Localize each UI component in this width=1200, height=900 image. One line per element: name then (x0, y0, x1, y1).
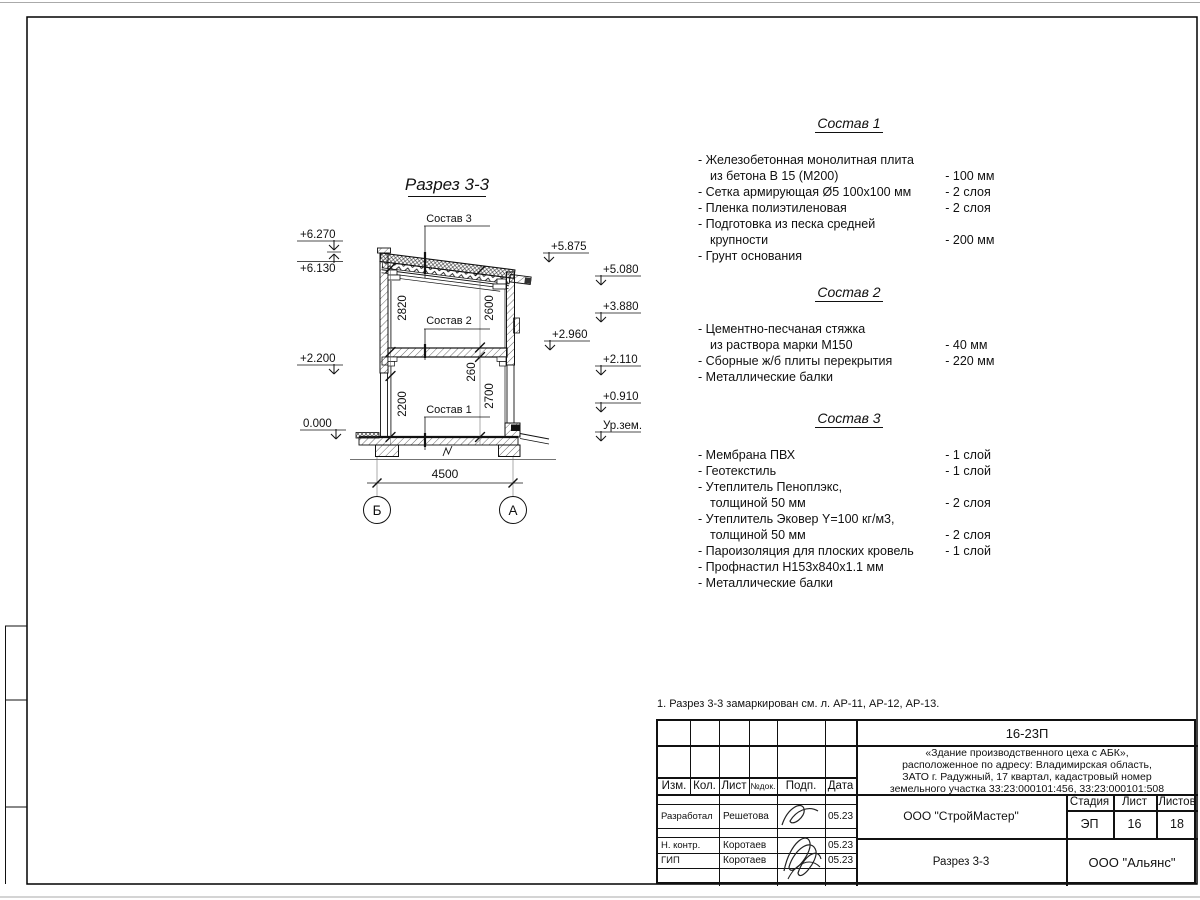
tb-role-developer: Разработал (661, 810, 713, 822)
tb-doc-number: 16-23П (1005, 725, 1049, 741)
dim-2820: 2820 (397, 295, 409, 321)
composition-line-value: - 2 слоя (945, 528, 991, 542)
title-block-line (658, 868, 856, 869)
tb-desc-line-2: расположенное по адресу: Владимирская область, (902, 759, 1152, 771)
tb-date-ncontrol: 05.23 (827, 839, 854, 851)
ground-slab (350, 433, 556, 460)
composition-line-text: - Подготовка из песка средней (698, 217, 876, 231)
composition-line (698, 353, 1000, 369)
composition-line (698, 369, 1000, 385)
elev-ground: Ур.зем. (603, 420, 643, 432)
composition-line-value (945, 216, 1000, 232)
composition-1-title (698, 115, 1000, 133)
composition-line-value (945, 559, 1000, 575)
composition-line (698, 527, 1000, 543)
composition-line-value: - 1 слой (945, 448, 991, 462)
composition-line-text: - Геотекстиль (698, 464, 777, 478)
composition-line (698, 543, 1000, 559)
dim-2600: 2600 (484, 295, 496, 321)
composition-line-value: - 2 слоя (945, 185, 991, 199)
tb-desc-line-1: «Здание производственного цеха с АБК», (925, 747, 1129, 759)
composition-2 (698, 284, 1000, 385)
composition-line-text: - Пленка полиэтиленовая (698, 201, 847, 215)
composition-2-heading: Состав 2 (817, 284, 881, 300)
elevation-marks-right (543, 241, 642, 441)
composition-line (698, 248, 1000, 264)
composition-line-value: - 100 мм (945, 169, 995, 183)
composition-line-text: - Металлические балки (698, 370, 833, 384)
tb-col-dok: №док. (750, 780, 776, 791)
composition-line-value: - 220 мм (945, 354, 995, 368)
composition-line-value (945, 369, 1000, 385)
composition-line (698, 216, 1000, 232)
composition-line (698, 479, 1000, 495)
elev-6130: +6.130 (300, 263, 336, 275)
tb-col-podp: Подп. (785, 779, 817, 792)
tb-col-izm: Изм. (661, 779, 687, 792)
composition-line (698, 232, 1000, 248)
composition-line (698, 447, 1000, 463)
axis-dimension (364, 457, 527, 524)
composition-line (698, 495, 1000, 511)
tb-name-ncontrol: Коротаев (723, 839, 767, 851)
dim-2200: 2200 (397, 391, 409, 417)
composition-line-text: толщиной 50 мм (710, 528, 806, 542)
composition-3-heading: Состав 3 (817, 410, 881, 426)
composition-line-value (945, 321, 1000, 337)
callout-sostav2: Состав 2 (426, 315, 472, 327)
tb-stage-value: ЭП (1080, 817, 1099, 831)
tb-organization: ООО "СтройМастер" (903, 809, 1019, 823)
composition-line (698, 200, 1000, 216)
composition-line-value (945, 479, 1000, 495)
composition-line (698, 184, 1000, 200)
left-stamp-block (5, 626, 27, 884)
composition-line-text: - Сборные ж/б плиты перекрытия (698, 354, 893, 368)
composition-line-value: - 1 слой (945, 544, 991, 558)
composition-line-text: - Металлические балки (698, 576, 833, 590)
tb-sheets-label: Листов (1158, 796, 1196, 808)
composition-line (698, 463, 1000, 479)
tb-date-gip: 05.23 (827, 855, 854, 866)
elev-5080: +5.080 (603, 264, 639, 276)
tb-project-description (856, 747, 1198, 795)
dim-4500: 4500 (431, 467, 459, 481)
composition-line-text: - Железобетонная монолитная плита (698, 153, 914, 167)
composition-line (698, 168, 1000, 184)
composition-line-text: - Мембрана ПВХ (698, 448, 796, 462)
composition-line (698, 559, 1000, 575)
composition-line-text: крупности (710, 233, 769, 247)
composition-line-text: из раствора марки М150 (710, 338, 853, 352)
tb-sheet-label: Лист (1122, 796, 1147, 808)
composition-line-text: - Пароизоляция для плоских кровель (698, 544, 914, 558)
composition-3-list (698, 447, 1000, 591)
composition-line-value (945, 152, 1000, 168)
elevation-marks-left (297, 229, 346, 439)
composition-line-text: - Утеплитель Пеноплэкс, (698, 480, 843, 494)
composition-2-list (698, 321, 1000, 385)
composition-3 (698, 410, 1000, 591)
composition-line (698, 575, 1000, 591)
tb-col-list: Лист (721, 779, 747, 792)
composition-1-list (698, 152, 1000, 264)
composition-line-value: - 2 слоя (945, 496, 991, 510)
tb-sheets-value: 18 (1170, 817, 1184, 831)
composition-line-text: - Профнастил Н153х840х1.1 мм (698, 560, 884, 574)
section-view (297, 175, 642, 524)
section-title: Разрез 3-3 (404, 175, 490, 194)
sheet-note: 1. Разрез 3-3 замаркирован см. л. АР-11, АР-12, АР-13. (657, 698, 940, 710)
tb-date-developer: 05.23 (827, 810, 854, 822)
tb-desc-line-3: ЗАТО г. Радужный, 17 квартал, кадастровый номер (902, 771, 1152, 783)
composition-line (698, 337, 1000, 353)
axis-a: А (508, 503, 518, 518)
floor-slab (388, 348, 507, 366)
title-block (656, 719, 1196, 884)
composition-line-value: - 200 мм (945, 233, 995, 247)
elev-2110: +2.110 (603, 354, 638, 366)
elev-3880: +3.880 (603, 301, 639, 313)
elev-0000: 0.000 (303, 418, 332, 430)
composition-line-value: - 2 слоя (945, 201, 991, 215)
composition-line (698, 152, 1000, 168)
elev-0910: +0.910 (603, 391, 639, 403)
composition-line-text: - Грунт основания (698, 249, 803, 263)
tb-customer: ООО "Альянс" (1088, 854, 1176, 870)
tb-stage-label: Стадия (1069, 796, 1110, 808)
elev-6270: +6.270 (300, 229, 336, 241)
composition-line-value (945, 511, 1000, 527)
composition-line (698, 511, 1000, 527)
tb-sheet-title: Разрез 3-3 (932, 856, 990, 868)
composition-3-title (698, 410, 1000, 428)
tb-name-gip: Коротаев (723, 855, 767, 866)
composition-1 (698, 115, 1000, 264)
tb-col-kol: Кол. (693, 779, 716, 792)
composition-line-text: - Сетка армирующая Ø5 100x100 мм (698, 185, 912, 199)
composition-line-value: - 40 мм (945, 338, 988, 352)
elev-2200: +2.200 (300, 353, 336, 365)
tb-role-gip: ГИП (661, 855, 680, 866)
elev-5875: +5.875 (551, 241, 587, 253)
composition-line-text: из бетона В 15 (М200) (710, 169, 839, 183)
axis-b: Б (372, 503, 382, 518)
composition-line (698, 321, 1000, 337)
composition-2-title (698, 284, 1000, 302)
dim-260: 260 (466, 362, 478, 382)
composition-line-value (945, 575, 1000, 591)
composition-line-value: - 1 слой (945, 464, 991, 478)
elev-2960: +2.960 (552, 329, 588, 341)
signature-approvers (776, 827, 826, 889)
tb-desc-line-4: земельного участка 33:23:000101:456, 33:23:000101:508 (889, 783, 1165, 795)
callout-sostav3: Состав 3 (426, 213, 472, 225)
callout-sostav1: Состав 1 (426, 404, 472, 416)
tb-col-data: Дата (827, 779, 854, 792)
dim-2700: 2700 (484, 383, 496, 409)
title-block-line (658, 828, 856, 829)
composition-line-text: - Утеплитель Эковер Y=100 кг/м3, (698, 512, 895, 526)
tb-role-ncontrol: Н. контр. (661, 839, 701, 851)
tb-sheet-value: 16 (1127, 817, 1142, 831)
composition-line-text: толщиной 50 мм (710, 496, 806, 510)
tb-name-developer: Решетова (723, 810, 769, 822)
composition-line-text: - Цементно-песчаная стяжка (698, 322, 866, 336)
composition-1-heading: Состав 1 (817, 115, 881, 131)
composition-line-value (945, 248, 1000, 264)
